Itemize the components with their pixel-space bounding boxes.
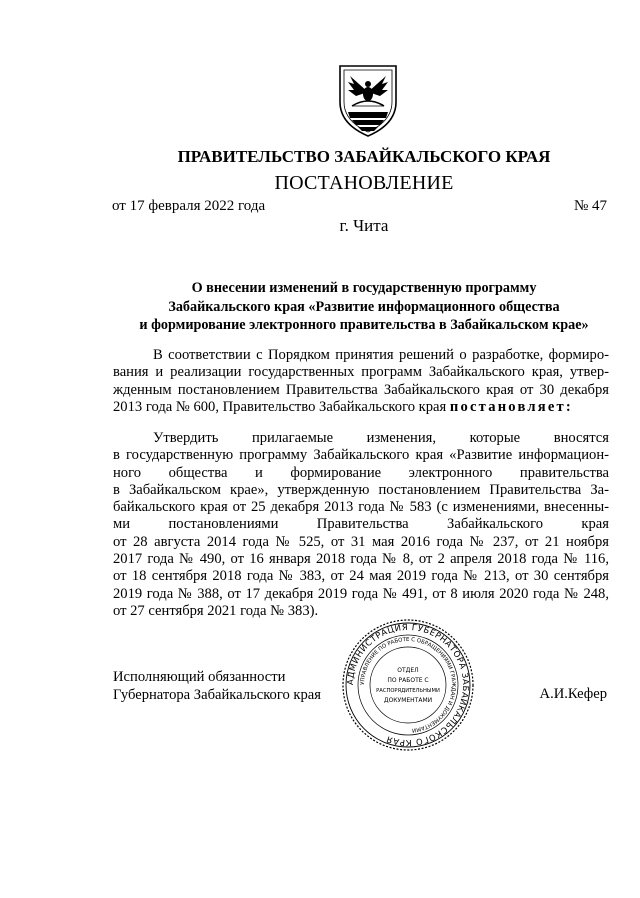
- coat-of-arms-emblem-icon: [328, 62, 408, 140]
- seal-outer-text: АДМИНИСТРАЦИЯ ГУБЕРНАТОРА ЗАБАЙКАЛЬСКОГО КРАЯ: [344, 621, 472, 749]
- paragraph-line: жденным постановлением Правительства Забайкальского края от 30 декабря: [113, 381, 609, 398]
- document-title: [104, 279, 624, 335]
- signer-position-line: Губернатора Забайкальского края: [113, 687, 321, 703]
- decision-paragraph: [113, 430, 609, 620]
- paragraph-line: 2017 года № 490, от 16 января 2018 года № 8, от 2 апреля 2018 года № 116,: [113, 551, 609, 568]
- document-city: г. Чита: [339, 216, 389, 235]
- government-name: ПРАВИТЕЛЬСТВО ЗАБАЙКАЛЬСКОГО КРАЯ: [177, 147, 551, 166]
- document-title-line: Забайкальского края «Развитие информационного общества: [168, 298, 560, 315]
- paragraph-line: от 28 августа 2014 года № 525, от 31 мая 2016 года № 237, от 21 ноября: [113, 533, 609, 550]
- seal-center-line: ОТДЕЛ: [397, 667, 419, 674]
- resolves-word: постановляет:: [449, 398, 573, 415]
- paragraph-line: в государственную программу Забайкальского края «Развитие информацион-: [113, 447, 609, 464]
- paragraph-line: от 18 сентября 2018 года № 383, от 24 мая 2019 года № 213, от 30 сентября: [113, 568, 609, 585]
- paragraph-line: ми постановлениями Правительства Забайкальского края: [113, 516, 609, 533]
- paragraph-line: в Забайкальском крае», утвержденную постановлением Правительства За-: [113, 481, 609, 498]
- official-seal-icon: [340, 617, 476, 753]
- document-title-line: О внесении изменений в государственную программу: [191, 280, 537, 296]
- document-type: ПОСТАНОВЛЕНИЕ: [274, 172, 454, 194]
- seal-center-line: РАСПОРЯДИТЕЛЬНЫМИ: [376, 688, 440, 694]
- preamble-paragraph: [113, 347, 609, 416]
- signer-name: А.И.Кефер: [539, 686, 607, 702]
- signer-position: [113, 668, 321, 704]
- paragraph-line: вания и реализации государственных программ Забайкальского края, утвер-: [113, 364, 609, 381]
- preamble-tail: 2013 года № 600, Правительство Забайкальского края: [113, 398, 450, 415]
- document-date: от 17 февраля 2022 года: [112, 198, 266, 214]
- paragraph-line: [113, 399, 609, 416]
- paragraph-line: Утвердить прилагаемые изменения, которые вносятся: [153, 430, 609, 446]
- paragraph-line: байкальского края от 25 декабря 2013 года № 583 (с изменениями, внесенны-: [113, 499, 609, 516]
- svg-text:УПРАВЛЕНИЕ ПО РАБОТЕ С ОБРАЩЕН: [360, 637, 456, 733]
- paragraph-line: от 27 сентября 2021 года № 383).: [113, 602, 319, 619]
- paragraph-line: ного общества и формирование электронного правительства: [113, 464, 609, 481]
- document-number: № 47: [573, 198, 607, 214]
- document-title-line: и формирование электронного правительства в Забайкальском крае»: [139, 317, 589, 333]
- signer-position-line: Исполняющий обязанности: [113, 669, 286, 685]
- paragraph-line: В соответствии с Порядком принятия решений о разработке, формиро-: [153, 347, 609, 363]
- paragraph-line: 2019 года № 388, от 17 декабря 2019 года № 491, от 8 июля 2020 года № 248,: [113, 585, 609, 602]
- seal-middle-text: УПРАВЛЕНИЕ ПО РАБОТЕ С ОБРАЩЕНИЯМИ ГРАЖДАН И ДОКУМЕНТАМИ: [359, 636, 457, 733]
- seal-center-line: ДОКУМЕНТАМИ: [383, 697, 433, 704]
- seal-center-line: ПО РАБОТЕ С: [387, 677, 429, 684]
